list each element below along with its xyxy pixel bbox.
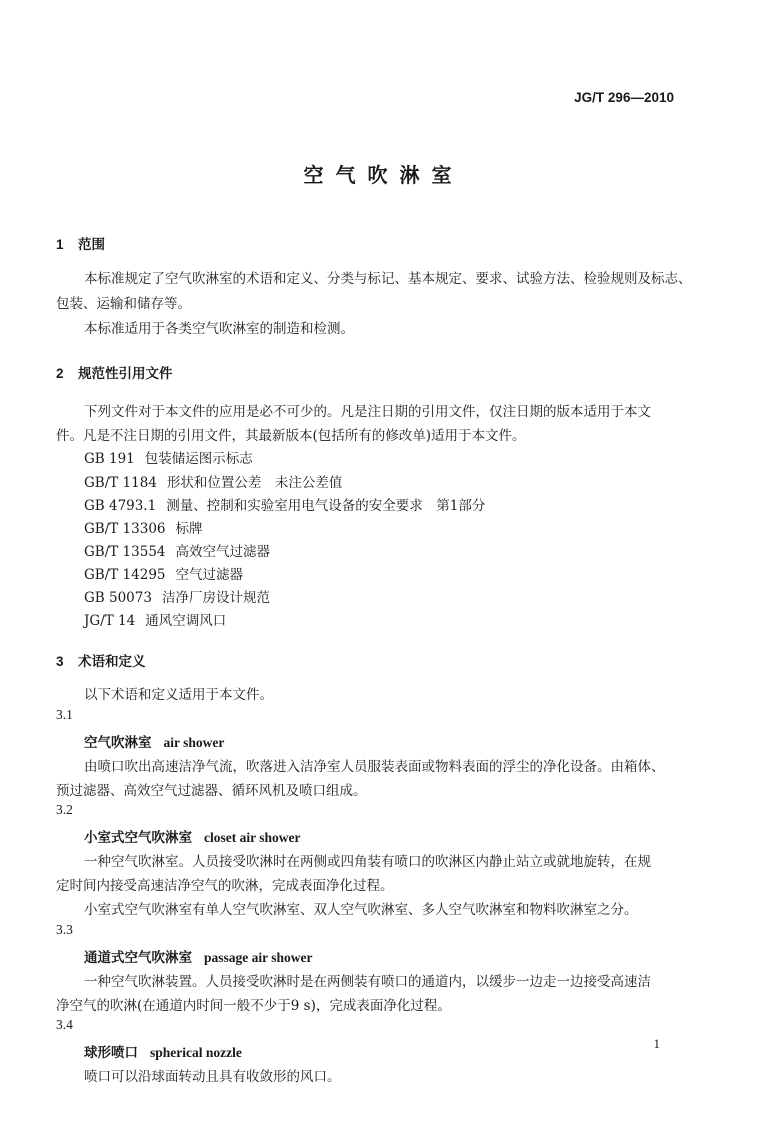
section-title: 规范性引用文件: [78, 366, 173, 382]
term-en: air shower: [163, 735, 225, 750]
reference-item: [84, 540, 270, 560]
term-number: 3.1: [56, 707, 73, 722]
reference-name: 通风空调风口: [145, 613, 227, 629]
section-2-intro-line2: 件。凡是不注日期的引用文件，其最新版本(包括所有的修改单)适用于本文件。: [56, 428, 526, 444]
reference-code: GB 50073: [84, 590, 152, 606]
term-definition-line: 小室式空气吹淋室有单人空气吹淋室、双人空气吹淋室、多人空气吹淋室和物料吹淋室之分。: [84, 902, 638, 918]
term-definition-line: 一种空气吹淋室。人员接受吹淋时在两侧或四角装有喷口的吹淋区内静止站立或就地旋转，在规: [84, 854, 651, 870]
term-definition-line: 定时间内接受高速洁净空气的吹淋，完成表面净化过程。: [56, 878, 394, 894]
reference-name: 高效空气过滤器: [175, 544, 270, 560]
reference-item: [84, 563, 243, 583]
reference-code: GB/T 14295: [84, 567, 166, 583]
term-en: spherical nozzle: [150, 1045, 242, 1060]
reference-name: 洁净厂房设计规范: [161, 590, 270, 606]
standard-number: JG/T 296—2010: [574, 90, 674, 105]
term-definition-line: 由喷口吹出高速洁净气流，吹落进入洁净室人员服装表面或物料表面的浮尘的净化设备。由箱体、: [84, 759, 665, 775]
term-heading: [84, 731, 224, 751]
reference-item: [84, 517, 203, 537]
reference-code: GB/T 13554: [84, 544, 166, 560]
reference-item: [84, 471, 342, 491]
term-definition-line: 一种空气吹淋装置。人员接受吹淋时是在两侧装有喷口的通道内，以缓步一边走一边接受高速洁: [84, 974, 651, 990]
reference-name: 测量、控制和实验室用电气设备的安全要求 第1部分: [166, 498, 486, 514]
section-1-para2: 本标准适用于各类空气吹淋室的制造和检测。: [84, 321, 354, 337]
section-title: 术语和定义: [78, 654, 146, 670]
term-zh: 空气吹淋室: [84, 735, 152, 751]
section-number: 3: [56, 654, 64, 669]
term-zh: 小室式空气吹淋室: [84, 830, 192, 846]
term-definition-line: 净空气的吹淋(在通道内时间一般不少于9 s)，完成表面净化过程。: [56, 998, 451, 1014]
reference-code: JG/T 14: [84, 613, 136, 629]
reference-code: GB/T 1184: [84, 475, 157, 491]
term-en: closet air shower: [204, 830, 301, 845]
section-2-intro-line1: 下列文件对于本文件的应用是必不可少的。凡是注日期的引用文件，仅注日期的版本适用于本文: [84, 404, 651, 420]
reference-item: [84, 609, 226, 629]
reference-code: GB 4793.1: [84, 498, 157, 514]
reference-item: [84, 586, 270, 606]
section-title: 范围: [78, 237, 105, 253]
reference-item: [84, 494, 485, 514]
term-definition-line: 喷口可以沿球面转动且具有收敛形的风口。: [84, 1069, 341, 1085]
term-zh: 球形喷口: [84, 1045, 138, 1061]
page-title: 空气吹淋室: [303, 163, 464, 187]
term-heading: [84, 946, 313, 966]
section-number: 2: [56, 366, 64, 381]
reference-code: GB/T 13306: [84, 521, 166, 537]
page-number: 1: [653, 1036, 660, 1051]
section-3-intro: 以下术语和定义适用于本文件。: [84, 687, 273, 703]
section-2-heading: [56, 362, 173, 382]
reference-code: GB 191: [84, 451, 135, 467]
reference-name: 空气过滤器: [175, 567, 243, 583]
reference-name: 标牌: [175, 521, 203, 537]
term-zh: 通道式空气吹淋室: [84, 950, 192, 966]
section-1-heading: [56, 233, 105, 253]
term-definition-line: 预过滤器、高效空气过滤器、循环风机及喷口组成。: [56, 783, 367, 799]
term-number: 3.2: [56, 802, 73, 817]
term-number: 3.4: [56, 1017, 73, 1032]
section-1-para1-line1: 本标准规定了空气吹淋室的术语和定义、分类与标记、基本规定、要求、试验方法、检验规则及标志、: [84, 271, 692, 287]
term-en: passage air shower: [204, 950, 313, 965]
section-1-para1-line2: 包装、运输和储存等。: [56, 296, 191, 312]
reference-name: 包装储运图示标志: [144, 451, 253, 467]
section-3-heading: [56, 650, 146, 670]
reference-name: 形状和位置公差 未注公差值: [166, 475, 343, 491]
term-heading: [84, 1041, 242, 1061]
section-number: 1: [56, 237, 64, 252]
reference-item: [84, 447, 253, 467]
term-number: 3.3: [56, 922, 73, 937]
term-heading: [84, 826, 300, 846]
